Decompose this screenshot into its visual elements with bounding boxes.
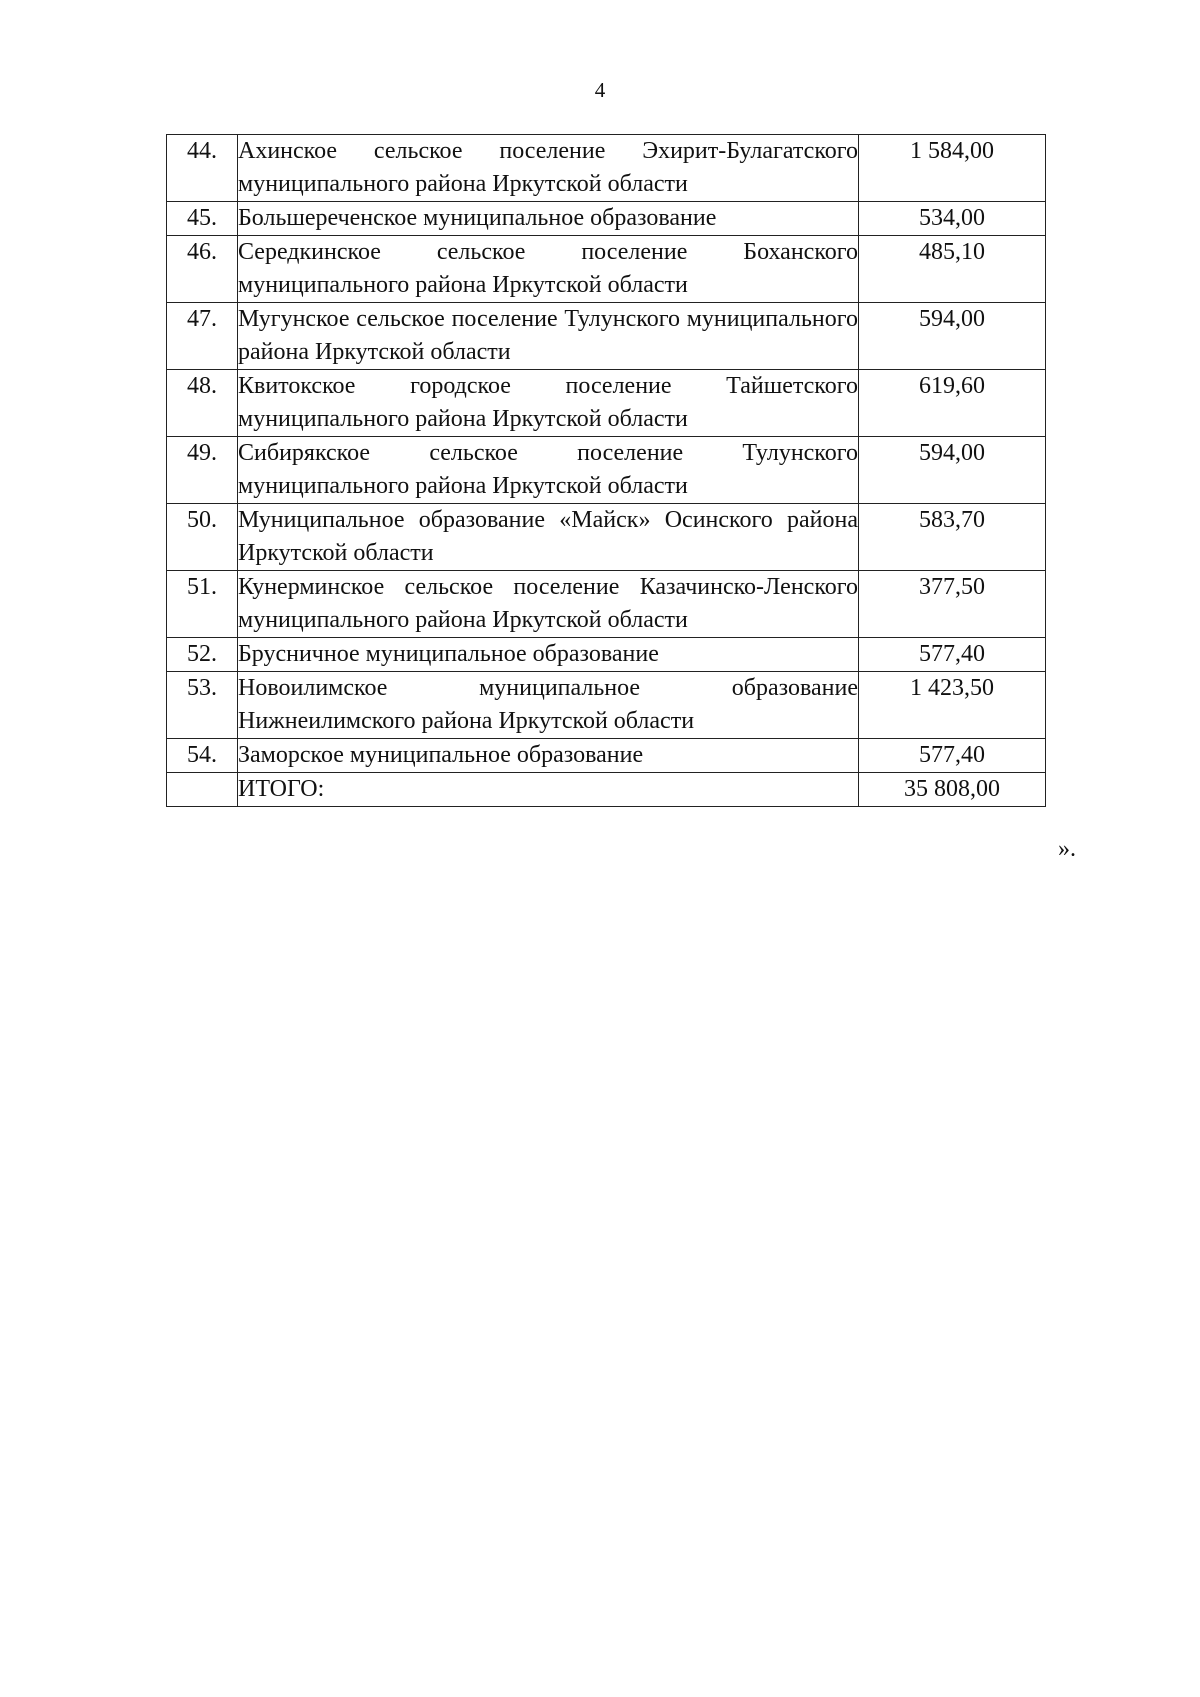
table-row [167, 236, 1046, 303]
table-row [167, 672, 1046, 739]
table-row [167, 504, 1046, 571]
amount-cell: 577,40 [859, 638, 1046, 672]
closing-quote: ». [1058, 836, 1076, 862]
total-label: ИТОГО: [238, 773, 859, 807]
row-number: 54. [167, 739, 238, 773]
row-number: 47. [167, 303, 238, 370]
municipality-name: Муниципальное образование «Майск» Осинского района Иркутской области [238, 504, 859, 571]
municipality-name: Кунерминское сельское поселение Казачинско-Ленского муниципального района Иркутской области [238, 571, 859, 638]
total-amount: 35 808,00 [859, 773, 1046, 807]
table-row [167, 437, 1046, 504]
table-row [167, 571, 1046, 638]
municipality-name: Брусничное муниципальное образование [238, 638, 859, 672]
amount-cell: 619,60 [859, 370, 1046, 437]
municipality-name: Мугунское сельское поселение Тулунского муниципального района Иркутской области [238, 303, 859, 370]
municipality-name: Большереченское муниципальное образование [238, 202, 859, 236]
municipality-name: Сибирякское сельское поселение Тулунского муниципального района Иркутской области [238, 437, 859, 504]
allocation-table [166, 134, 1046, 807]
row-number: 51. [167, 571, 238, 638]
row-number: 50. [167, 504, 238, 571]
amount-cell: 577,40 [859, 739, 1046, 773]
row-number: 52. [167, 638, 238, 672]
row-number: 53. [167, 672, 238, 739]
table-row [167, 370, 1046, 437]
total-number [167, 773, 238, 807]
amount-cell: 583,70 [859, 504, 1046, 571]
amount-cell: 594,00 [859, 437, 1046, 504]
table-row [167, 739, 1046, 773]
table-row [167, 303, 1046, 370]
municipality-name: Середкинское сельское поселение Боханского муниципального района Иркутской области [238, 236, 859, 303]
amount-cell: 485,10 [859, 236, 1046, 303]
municipality-name: Новоилимское муниципальное образование Нижнеилимского района Иркутской области [238, 672, 859, 739]
total-row [167, 773, 1046, 807]
row-number: 46. [167, 236, 238, 303]
amount-cell: 377,50 [859, 571, 1046, 638]
row-number: 44. [167, 135, 238, 202]
table-row [167, 638, 1046, 672]
amount-cell: 534,00 [859, 202, 1046, 236]
table-row [167, 202, 1046, 236]
amount-cell: 594,00 [859, 303, 1046, 370]
row-number: 45. [167, 202, 238, 236]
table-row [167, 135, 1046, 202]
row-number: 49. [167, 437, 238, 504]
municipality-name: Ахинское сельское поселение Эхирит-Булагатского муниципального района Иркутской области [238, 135, 859, 202]
municipality-name: Квитокское городское поселение Тайшетского муниципального района Иркутской области [238, 370, 859, 437]
amount-cell: 1 584,00 [859, 135, 1046, 202]
row-number: 48. [167, 370, 238, 437]
municipality-name: Заморское муниципальное образование [238, 739, 859, 773]
page-number: 4 [594, 78, 606, 102]
amount-cell: 1 423,50 [859, 672, 1046, 739]
